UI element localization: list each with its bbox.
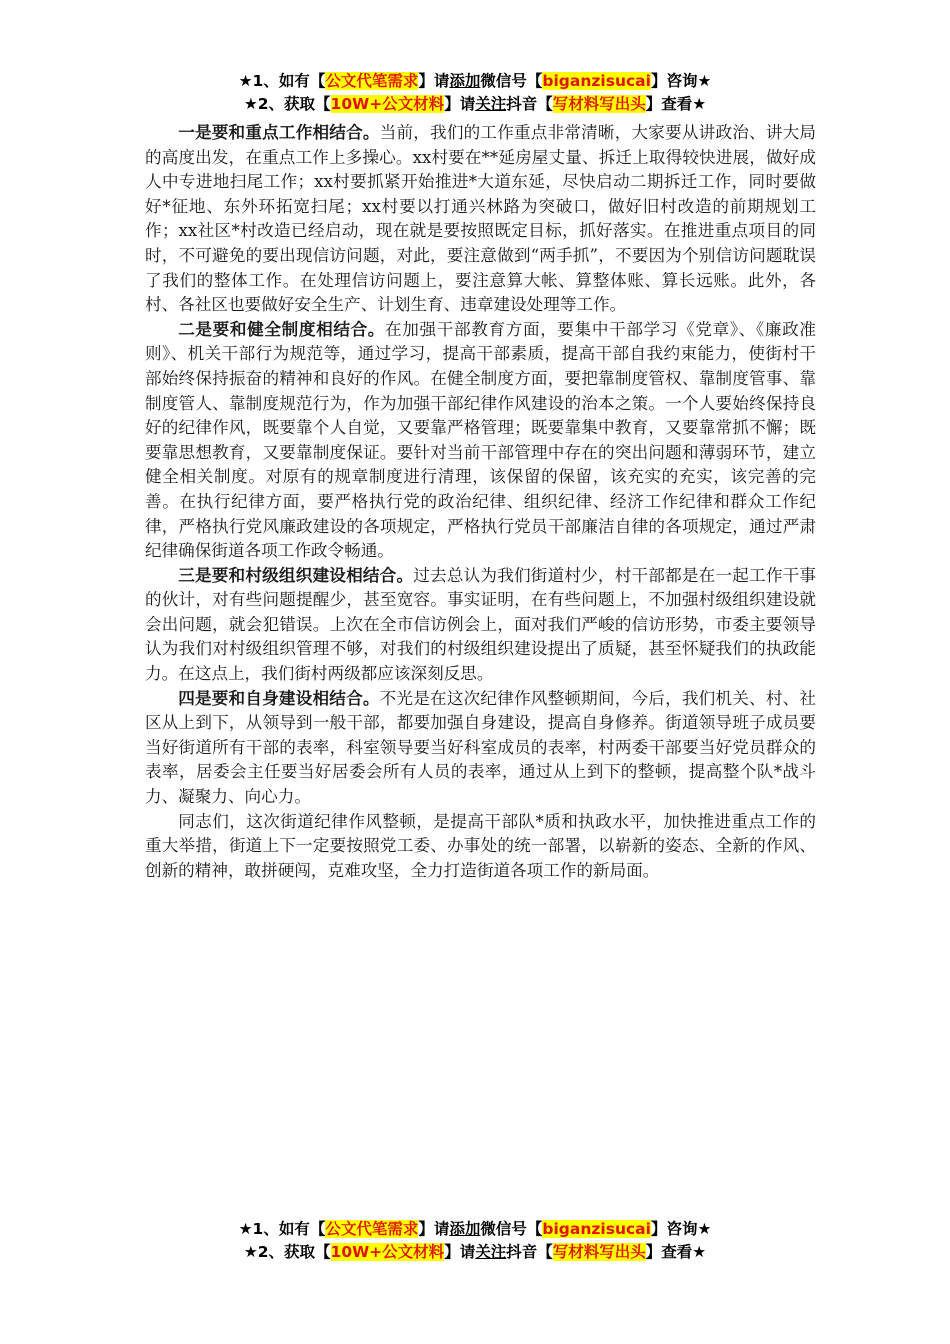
banner-underlined-text: 添加 [449,72,481,90]
paragraph-lead: 二是要和健全制度相结合。 [178,319,386,339]
banner-text: 】请 [444,1243,476,1261]
banner-text: 】请 [444,95,476,113]
banner-text: 】咨询★ [650,72,712,90]
banner-text: 】请 [418,1220,450,1238]
banner-line-2 [0,93,950,116]
paragraph-text: 在加强干部教育方面，要集中干部学习《党章》、《廉政准则》、机关干部行为规范等，通过学习，提高干部素质，提高干部自我约束能力，使街村干部始终保持振奋的精神和良好的作风。在健全制度方面，要把靠制度管权、靠制度管事、靠制度管人、靠制度规范行为，作为加强干部纪律作风建设的治本之策。一个人要始终保持良好的纪律作风，既要靠个人自觉，又要靠严格管理；既要靠集中教育，又要靠常抓不懈；既要靠思想教育，又要靠制度保证。要针对当前干部管理中存在的突出问题和薄弱环节，建立健全相关制度。对原有的规章制度进行清理，该保留的保留，该充实的充实，该完善的完善。在执行纪律方面，要严格执行党的政治纪律、组织纪律、经济工作纪律和群众工作纪律，严格执行党风廉政建设的各项规定，严格执行党员干部廉洁自律的各项规定，通过严肃纪律确保街道各项工作政令畅通。 [145,319,816,561]
banner-underlined-text: 关注 [475,1243,507,1261]
paragraph-text: 过去总认为我们街道村少，村干部都是在一起工作干事的伙计，对有些问题提醒少，甚至宽容。事实证明，在有些问题上，不加强村级组织建设就会出问题，就会犯错误。上次在全市信访例会上，面对我们严峻的信访形势，市委主要领导认为我们对村级组织管理不够，对我们的村级组织建设提出了质疑，甚至怀疑我们的执政能力。在这点上，我们街村两级都应该深刻反思。 [145,565,817,684]
document-body [145,121,816,883]
paragraph-5 [145,810,816,884]
banner-text: 抖音【 [506,95,553,113]
banner-underlined-text: 添加 [449,1220,481,1238]
highlight-materials: 10W+公文材料 [330,95,445,113]
paragraph-text: 同志们，这次街道纪律作风整顿，是提高干部队*质和执政水平，加快推进重点工作的重大举措，街道上下一定要按照党工委、办事处的统一部署，以崭新的姿态、全新的作风、创新的精神，敢拼硬闯，克难攻坚，全力打造街道各项工作的新局面。 [145,811,816,880]
footer-banner [0,1218,950,1264]
banner-text: 】咨询★ [650,1220,712,1238]
paragraph-text: 不光是在这次纪律作风整顿期间，今后，我们机关、村、社区从上到下，从领导到一般干部，都要加强自身建设，提高自身修养。街道领导班子成员要当好街道所有干部的表率，科室领导要当好科室成员的表率，村两委干部要当好党员群众的表率，居委会主任要当好居委会所有人员的表率，通过从上到下的整顿，提高整个队*战斗力、凝聚力、向心力。 [145,688,817,807]
paragraph-4 [145,687,816,810]
header-banner [0,70,950,116]
highlight-service: 公文代笔需求 [325,72,419,90]
banner-line-1 [0,1218,950,1241]
banner-text: 抖音【 [506,1243,553,1261]
highlight-wechat-id: biganzisucai [542,1220,651,1238]
banner-text: ★1、如有【 [238,72,326,90]
banner-text: ★2、获取【 [243,1243,331,1261]
paragraph-lead: 一是要和重点工作相结合。 [178,123,380,142]
banner-underlined-text: 关注 [475,95,507,113]
paragraph-text: 当前，我们的工作重点非常清晰，大家要从讲政治、讲大局的高度出发，在重点工作上多操心。xx村要在**延房屋丈量、拆迁上取得较快进展，做好成人中专进地扫尾工作；xx村要抓紧开始推进*大道东延，尽快启动二期拆迁工作，同时要做好*征地、东外环拓宽扫尾；xx村要以打通兴林路为突破口，做好旧村改造的前期规划工作；xx社区*村改造已经启动，现在就是要按照既定目标，抓好落实。在推进重点项目的同时，不可避免的要出现信访问题，对此，要注意做到“两手抓”，不要因为个别信访问题耽误了我们的整体工作。在处理信访问题上，要注意算大帐、算整体账、算长远账。此外，各村、各社区也要做好安全生产、计划生育、违章建设处理等工作。 [145,123,817,315]
paragraph-lead: 四是要和自身建设相结合。 [178,688,380,708]
paragraph-1 [145,121,816,318]
highlight-service: 公文代笔需求 [325,1220,419,1238]
highlight-douyin-account: 写材料写出头 [552,1243,646,1261]
banner-line-1 [0,70,950,93]
paragraph-lead: 三是要和村级组织建设相结合。 [178,565,414,585]
banner-text: ★2、获取【 [243,95,331,113]
highlight-wechat-id: biganzisucai [542,72,651,90]
highlight-douyin-account: 写材料写出头 [552,95,646,113]
paragraph-2 [145,318,816,564]
highlight-materials: 10W+公文材料 [330,1243,445,1261]
paragraph-3 [145,564,816,687]
banner-text: ★1、如有【 [238,1220,326,1238]
banner-text: 】查看★ [645,1243,707,1261]
banner-text: 微信号【 [480,1220,543,1238]
banner-line-2 [0,1241,950,1264]
banner-text: 】查看★ [645,95,707,113]
banner-text: 】请 [418,72,450,90]
banner-text: 微信号【 [480,72,543,90]
